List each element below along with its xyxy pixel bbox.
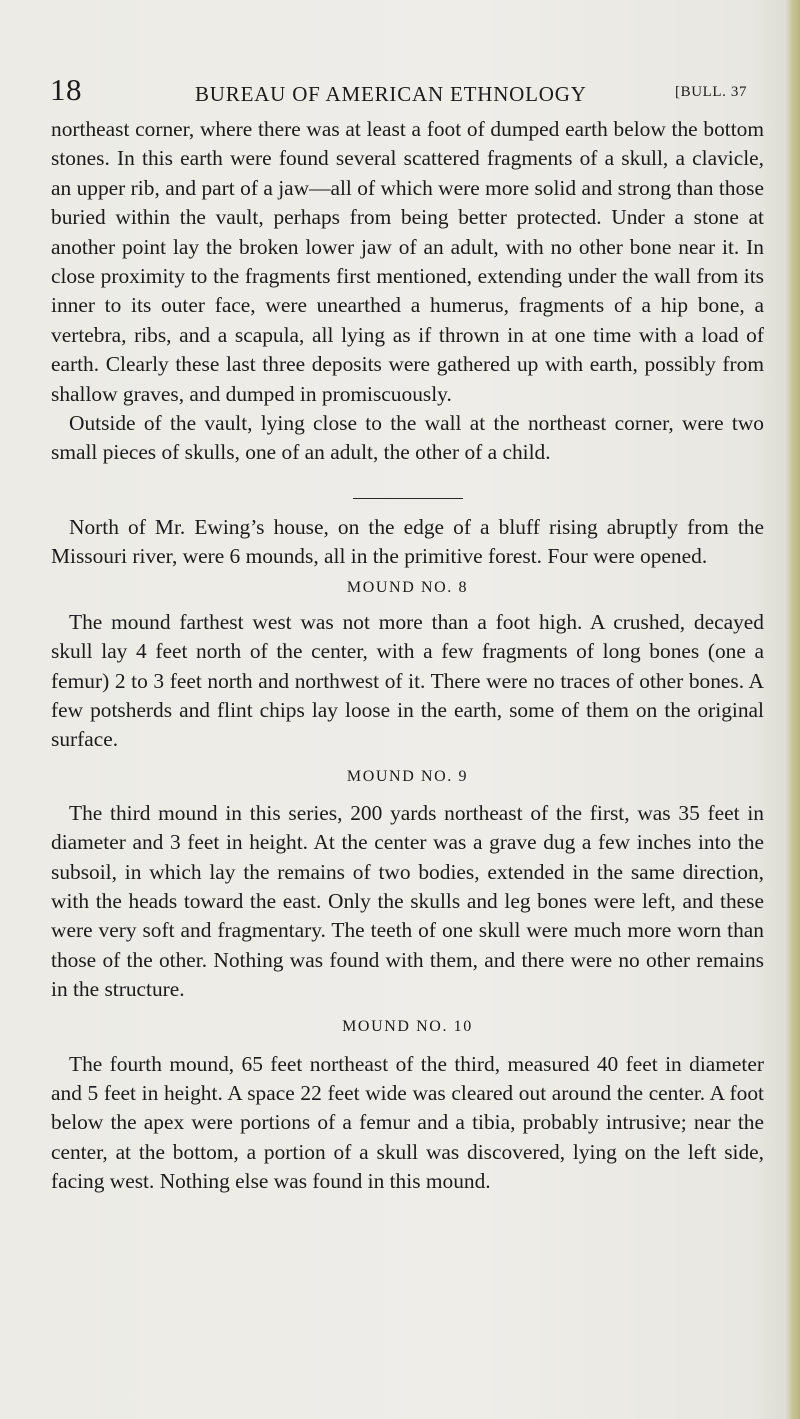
paragraph-outside-vault: Outside of the vault, lying close to the wall at the northeast corner, were two small pieces of skulls, one of an adult, the other of a child.	[51, 411, 764, 465]
running-title: BUREAU OF AMERICAN ETHNOLOGY	[195, 82, 587, 106]
page-number: 18	[50, 72, 82, 107]
paragraph-mound-9: The third mound in this series, 200 yards northeast of the first, was 35 feet in diameter and 3 feet in height. At the center was a grave dug a few inches into the subsoil, in which lay the remains of two bodies, extended in the same direction, with the heads toward the east. Only the skulls and leg bones were left, and these were very soft and fragmentary. The teeth of one skull were much more worn than those of the other. Nothing was found with them, and there were no other remains in the structure.	[51, 800, 764, 1002]
paragraph-ewing-mounds: North of Mr. Ewing’s house, on the edge of a bluff rising abruptly from the Missouri river, were 6 mounds, all in the primitive forest. Four were opened.	[51, 514, 764, 569]
paragraph-mound-10: The fourth mound, 65 feet northeast of the third, measured 40 feet in diameter and 5 feet in height. A space 22 feet wide was cleared out around the center. A foot below the apex were portions of a femur and a tibia, probably intrusive; near the center, at the bottom, a portion of a skull was discovered, lying on the left side, facing west. Nothing else was found in this mound.	[51, 1051, 764, 1194]
page-body	[51, 115, 764, 1197]
heading-mound-9: MOUND NO. 9	[346, 767, 469, 785]
heading-mound-10: MOUND NO. 10	[342, 1017, 473, 1035]
bulletin-reference: [BULL. 37	[675, 84, 748, 100]
paragraph-mound-8: The mound farthest west was not more than a foot high. A crushed, decayed skull lay 4 feet north of the center, with a few fragments of long bones (one a femur) 2 to 3 feet north and northwest of it. There were no traces of other bones. A few potsherds and flint chips lay loose in the earth, some of them on the original surface.	[51, 609, 764, 752]
section-divider	[353, 498, 463, 499]
running-header	[50, 72, 765, 112]
page-edge	[786, 0, 800, 1419]
heading-mound-8: MOUND NO. 8	[346, 578, 469, 596]
paragraph-continuation: northeast corner, where there was at least a foot of dumped earth below the bottom stones. In this earth were found several scattered fragments of a skull, a clavicle, an upper rib, and part of a jaw—all of which were more solid and strong than those buried within the vault, perhaps from being better protected. Under a stone at another point lay the broken lower jaw of an adult, with no other bone near it. In close proximity to the fragments first mentioned, extending under the wall from its inner to its outer face, were unearthed a humerus, fragments of a hip bone, a vertebra, ribs, and a scapula, all lying as if thrown in at one time with a load of earth. Clearly these last three deposits were gathered up with earth, possibly from shallow graves, and dumped in promiscuously.	[51, 117, 764, 406]
